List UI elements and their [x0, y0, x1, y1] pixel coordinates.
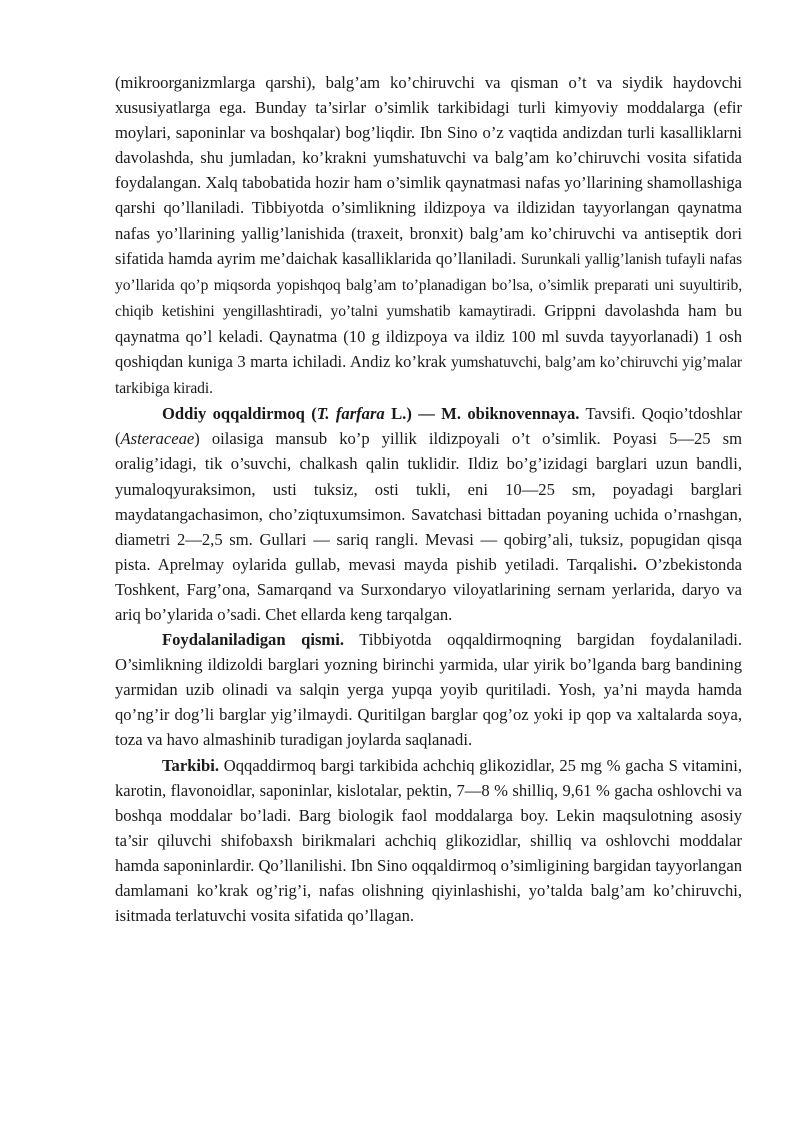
paragraph-andiz-usage — [115, 70, 742, 401]
species-heading: Oddiy oqqaldirmoq (T. farfara L.) — M. obiknovennaya. — [162, 404, 580, 424]
paragraph-composition — [115, 753, 742, 929]
paragraph-text: yo’llarining yallig’lanishida (traxeit, bronxit) balg’am ko’chiruvchi va antiseptik dori sifatida hamda ayrim me’daichak kasalliklarida qo’llaniladi. — [115, 223, 742, 268]
document-page — [115, 70, 742, 928]
section-heading: Tarkibi. — [162, 755, 220, 775]
paragraph-text: Surunkali yallig’lanish tufayli nafas yo’llarida qo’p miqsorda yopishqoq balg’am to’planadigan bo’lsa, o’simlik preparati uni suyultirib, chiqib ketishini yengillashtiradi, yo’talni yumshatib kamaytiradi. — [115, 250, 743, 320]
bold-dot: . — [632, 554, 638, 574]
paragraph-text: Oqqaddirmoq bargi tarkibida achchiq glikozidlar, 25 mg % gacha S vitamini, karotin, flavonoidlar, saponinlar, kislotalar, pektin, 7—8 % shilliq, 9,61 % gacha oshlovchi va boshqa moddalar bo’ladi. Barg biologik faol moddalarga boy. Lekin maqsulotning asosiy ta’sir qiluvchi shifobaxsh birikmalari achchiq glikozidlar, shilliq va oshlovchi moddalar hamda saponinlardir. Qo’llanilishi. Ibn Sino oqqaldirmoq o’simligining bargidan tayyorlangan damlamani ko’krak og’rig’i, nafas olishning qiyinlashishi, yo’talda balg’am ko’chiruvchi, isitmada terlatuvchi vosita sifatida qo’llagan. — [115, 755, 742, 926]
paragraph-text: (mikroorganizmlarga qarshi), balg’am ko’chiruvchi va qisman o’t va siydik haydovchi xususiyatlarga ega. Bunday ta’sirlar o’simlik tarkibidagi turli kimyoviy moddalarga (efir moylari, saponinlar va boshqalar) bog’liqdir. Ibn Sino o’z vaqtida andizdan turli kasalliklarni davolashda, shu jumladan, ko’krakni yumshatuvchi va balg’am ko’chiruvchi vosita sifatida foydalangan. Xalq tabobatida hozir ham o’simlik qaynatmasi nafas yo’llarining shamollashiga qarshi qo’llaniladi. Tibbiyotda o’simlikning ildizpoya va ildizidan tayyorlangan qaynatma nafas — [115, 73, 742, 243]
paragraph-used-part — [115, 627, 742, 752]
paragraph-oqqaldirmoq-description — [115, 401, 742, 627]
family-name: Asteraceae — [120, 429, 195, 449]
paragraph-text: Grippni davolashda ham bu qaynatma qo’l keladi. Qaynatma (10 g ildizpoya va ildiz 100 ml suvda tayyorlanadi) 1 osh qoshiqdan kuniga 3 marta ichiladi. Andiz ko’krak — [115, 300, 742, 372]
paragraph-text: Tibbiyotda oqqaldirmoqning bargidan foydalaniladi. O’simlikning ildizoldi barglari yozning birinchi yarmida, ular yirik bo’lganda barg bandining yarmidan uzib olinadi va salqin yerga yupqa yoyib quritiladi. Yosh, ya’ni mayda hamda qo’ng’ir dog’li barglar yig’ilmaydi. Quritilgan barglar qog’oz yoki ip qop va xaltalarda soya, toza va havo almashinib turadigan joylarda saqlanadi. — [115, 630, 742, 750]
paragraph-text: yumshatuvchi, balg’am ko’chiruvchi yig’malar tarkibiga kiradi. — [115, 354, 742, 398]
latin-name: T. farfara — [316, 404, 385, 424]
paragraph-text: O’zbekistonda Toshkent, Farg’ona, Samarqand va Surxondaryo viloyatlarining sernam yerlarida, daryo va ariq bo’ylarida o’sadi. Chet ellarda keng tarqalgan. — [115, 554, 742, 624]
paragraph-text: Tavsifi. Qoqio’tdoshlar ( — [115, 404, 742, 449]
paragraph-text: ) oilasiga mansub ko’p yillik ildizpoyali o’t o’simlik. Poyasi 5—25 sm oralig’idagi, tik o’suvchi, chalkash qalin tuklidir. Ildiz bo’g’izidagi barglari uzun bandli, yumaloqyuraksimon, usti tuksiz, osti tukli, eni 10—25 sm, poyadagi barglari maydatangachasimon, cho’ziqtuxumsimon. Savatchasi bittadan poyaning uchida o’rnashgan, diametri 2—2,5 sm. Gullari — sariq rangli. Mevasi — qobirg’ali, tuksiz, popugidan qisqa pista. Aprelmay oylarida gullab, mevasi mayda pishib yetiladi. Tarqalishi — [115, 429, 742, 574]
section-heading: Foydalaniladigan qismi. — [162, 630, 345, 650]
